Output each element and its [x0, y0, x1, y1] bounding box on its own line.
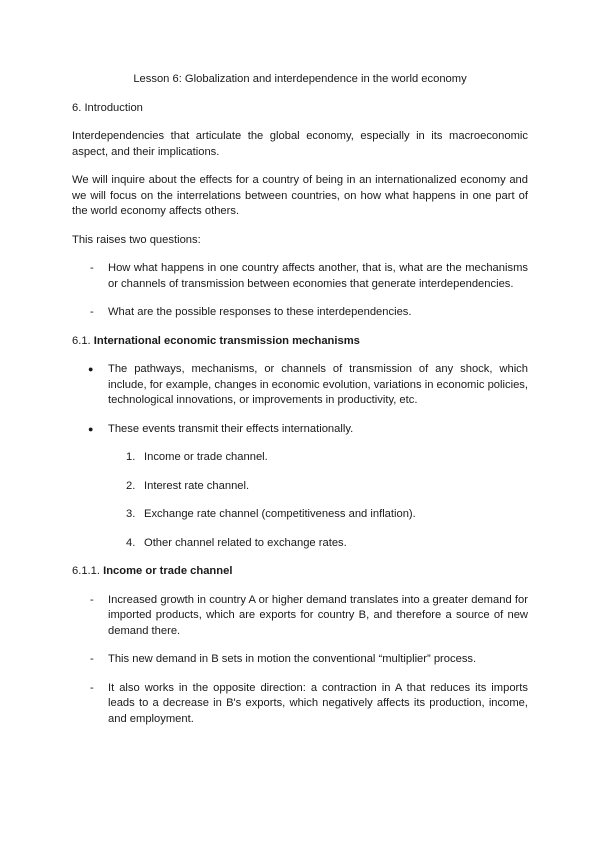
- section-6-1-1-heading: [72, 564, 528, 580]
- list-item-text: Increased growth in country A or higher demand translates into a greater demand for imported products, which are exports for country B, and therefore a source of new demand there.: [108, 593, 528, 637]
- list-item-text: It also works in the opposite direction: a contraction in A that reduces its imports leads to a decrease in B's exports, which negatively affects its production, income, and employment.: [108, 681, 528, 725]
- bullet-marker: ●: [88, 364, 94, 374]
- list-item-text: What are the possible responses to these interdependencies.: [108, 306, 412, 318]
- list-item: [72, 261, 528, 292]
- bullet-marker: ●: [88, 423, 94, 434]
- list-item: [72, 422, 528, 438]
- list-item-text: How what happens in one country affects another, that is, what are the mechanisms or channels of transmission between economies that generate interdependencies.: [108, 262, 528, 290]
- section-number: 6.1.1.: [72, 565, 104, 577]
- intro-paragraph-1: Interdependencies that articulate the global economy, especially in its macroeconomic aspect, and their implications.: [72, 130, 528, 158]
- list-item-text: Exchange rate channel (competitiveness and inflation).: [144, 508, 416, 520]
- list-item: [72, 652, 528, 668]
- list-item: [72, 362, 528, 409]
- list-item: [72, 450, 528, 466]
- trade-channel-list: [72, 593, 528, 728]
- list-item: [72, 536, 528, 552]
- channels-numbered-list: [72, 450, 528, 551]
- section-title: Income or trade channel: [103, 565, 233, 577]
- list-item: [72, 681, 528, 728]
- dash-marker: -: [90, 262, 94, 274]
- questions-list: [72, 261, 528, 321]
- list-item-text: The pathways, mechanisms, or channels of transmission of any shock, which include, for example, changes in economic evolution, variations in economic policies, technological innovations, or improvements in productivity, etc.: [108, 363, 528, 406]
- list-item-text: These events transmit their effects internationally.: [108, 422, 354, 435]
- dash-marker: -: [90, 681, 94, 694]
- section-6-1-heading: [72, 334, 528, 350]
- list-number: 2.: [126, 479, 136, 492]
- list-number: 4.: [126, 536, 136, 549]
- intro-paragraph-3: This raises two questions:: [72, 233, 201, 246]
- list-item: [72, 507, 528, 523]
- intro-paragraph-2: We will inquire about the effects for a country of being in an internationalized economy and we will focus on the interrelations between countries, on how what happens in one part of the world economy affects others.: [72, 174, 528, 217]
- list-item-text: Other channel related to exchange rates.: [144, 536, 347, 549]
- dash-marker: -: [90, 653, 94, 665]
- document-page: [72, 72, 528, 740]
- list-number: 1.: [126, 451, 136, 463]
- document-title: Lesson 6: Globalization and interdependence in the world economy: [133, 73, 467, 85]
- list-item: [72, 305, 528, 321]
- list-item: [72, 593, 528, 640]
- section-title: International economic transmission mechanisms: [93, 334, 360, 347]
- list-item: [72, 479, 528, 495]
- mechanisms-bullet-list: [72, 362, 528, 437]
- dash-marker: -: [90, 306, 94, 318]
- list-item-text: Interest rate channel.: [144, 479, 250, 492]
- list-item-text: Income or trade channel.: [144, 451, 268, 463]
- list-item-text: This new demand in B sets in motion the conventional “multiplier” process.: [108, 653, 477, 665]
- section-number: 6.1.: [72, 334, 94, 347]
- dash-marker: -: [90, 593, 94, 606]
- intro-heading: 6. Introduction: [72, 101, 143, 114]
- list-number: 3.: [126, 508, 136, 520]
